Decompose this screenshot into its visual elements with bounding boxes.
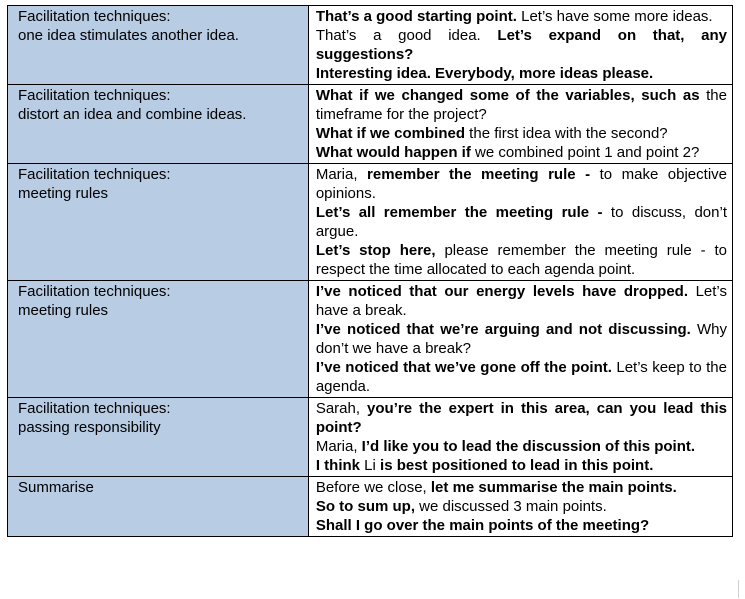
technique-label-line: distort an idea and combine ideas. xyxy=(18,106,247,123)
technique-label-line: meeting rules xyxy=(18,185,109,202)
phrase-segment: we combined point 1 and point 2? xyxy=(470,144,700,161)
phrase-segment: Why don’t we have a break? xyxy=(315,321,727,357)
phrase-bold-segment: is best positioned to lead in this point. xyxy=(375,457,654,474)
technique-label-cell xyxy=(8,85,309,164)
technique-label-line: Facilitation techniques: xyxy=(18,283,171,300)
phrase-bold-segment: What if we changed some of the variables, such as xyxy=(315,87,700,104)
phrase-bold-segment: Let’s all remember the meeting rule - xyxy=(315,204,603,221)
phrase-segment: Sarah, xyxy=(315,400,368,417)
technique-label-cell xyxy=(8,398,309,477)
technique-label-line: meeting rules xyxy=(18,302,109,319)
phrase-bold-segment: Let’s expand on that, any suggestions? xyxy=(315,27,727,63)
phrase-bold-segment: I’ve noticed that we’ve gone off the point. xyxy=(315,359,612,376)
technique-label-line: passing responsibility xyxy=(18,419,161,436)
phrase-segment: the first idea with the second? xyxy=(465,125,668,142)
phrase-segment: Maria, xyxy=(315,438,362,455)
phrase-bold-segment: let me summarise the main points. xyxy=(430,479,677,496)
table-body xyxy=(8,6,733,537)
technique-label-line: Facilitation techniques: xyxy=(18,87,171,104)
example-phrases-cell xyxy=(308,281,732,398)
phrase-bold-segment: So to sum up, xyxy=(315,498,415,515)
page-edge xyxy=(738,580,739,598)
phrase-bold-segment: Let’s stop here, xyxy=(315,242,436,259)
example-phrase xyxy=(316,497,727,516)
technique-label-cell xyxy=(8,6,309,85)
example-phrase xyxy=(316,203,727,241)
technique-label-cell xyxy=(8,281,309,398)
facilitation-table xyxy=(7,5,733,537)
example-phrase xyxy=(316,124,727,143)
example-phrase xyxy=(316,456,727,475)
phrase-bold-segment: I’ve noticed that our energy levels have dropped. xyxy=(315,283,689,300)
phrase-segment: to make objective opinions. xyxy=(315,166,727,202)
table-row xyxy=(8,398,733,477)
example-phrase xyxy=(316,165,727,203)
phrase-bold-segment: What would happen if xyxy=(315,144,471,161)
phrase-segment: to discuss, don’t argue. xyxy=(315,204,727,240)
technique-label-line: Facilitation techniques: xyxy=(18,400,171,417)
phrase-bold-segment: I’ve noticed that we’re arguing and not discussing. xyxy=(315,321,691,338)
example-phrase xyxy=(316,64,727,83)
phrase-segment: we discussed 3 main points. xyxy=(415,498,607,515)
phrase-bold-segment: I think xyxy=(315,457,365,474)
example-phrase xyxy=(316,516,727,535)
phrase-segment: Maria, xyxy=(315,166,368,183)
phrase-segment: please remember the meeting rule - to respect the time allocated to each agenda point. xyxy=(315,242,727,278)
phrase-bold-segment: remember the meeting rule - xyxy=(367,166,591,183)
table-row xyxy=(8,164,733,281)
example-phrase xyxy=(316,241,727,279)
phrase-segment: the timeframe for the project? xyxy=(315,87,727,123)
phrase-bold-segment: Interesting idea. Everybody, more ideas please. xyxy=(315,65,654,82)
phrase-segment: Let’s have some more ideas. xyxy=(516,8,713,25)
example-phrases-cell xyxy=(308,164,732,281)
phrase-segment: Li xyxy=(364,457,376,474)
technique-label-line: Facilitation techniques: xyxy=(18,166,171,183)
example-phrase xyxy=(316,143,727,162)
example-phrases-cell xyxy=(308,477,732,537)
example-phrase xyxy=(316,86,727,124)
table-row xyxy=(8,85,733,164)
phrase-bold-segment: What if we combined xyxy=(315,125,466,142)
technique-label-line: Facilitation techniques: xyxy=(18,8,171,25)
table-row xyxy=(8,477,733,537)
technique-label-cell xyxy=(8,477,309,537)
example-phrase xyxy=(316,26,727,64)
table-row xyxy=(8,6,733,85)
table-row xyxy=(8,281,733,398)
phrase-bold-segment: That’s a good starting point. xyxy=(315,8,517,25)
example-phrase xyxy=(316,358,727,396)
example-phrase xyxy=(316,282,727,320)
example-phrases-cell xyxy=(308,85,732,164)
phrase-segment: Let’s keep to the agenda. xyxy=(315,359,727,395)
example-phrase xyxy=(316,478,727,497)
phrase-bold-segment: you’re the expert in this area, can you lead this point? xyxy=(315,400,727,436)
example-phrase xyxy=(316,7,727,26)
example-phrase xyxy=(316,320,727,358)
phrase-bold-segment: Shall I go over the main points of the meeting? xyxy=(315,517,650,534)
technique-label-cell xyxy=(8,164,309,281)
example-phrase xyxy=(316,399,727,437)
technique-label-line: one idea stimulates another idea. xyxy=(18,27,239,44)
phrase-segment: That’s a good idea. xyxy=(315,27,498,44)
phrase-segment: Before we close, xyxy=(315,479,431,496)
phrase-segment: Let’s have a break. xyxy=(315,283,727,319)
phrase-bold-segment: I’d like you to lead the discussion of this point. xyxy=(361,438,696,455)
example-phrases-cell xyxy=(308,6,732,85)
example-phrases-cell xyxy=(308,398,732,477)
technique-label-line: Summarise xyxy=(18,479,94,496)
example-phrase xyxy=(316,437,727,456)
